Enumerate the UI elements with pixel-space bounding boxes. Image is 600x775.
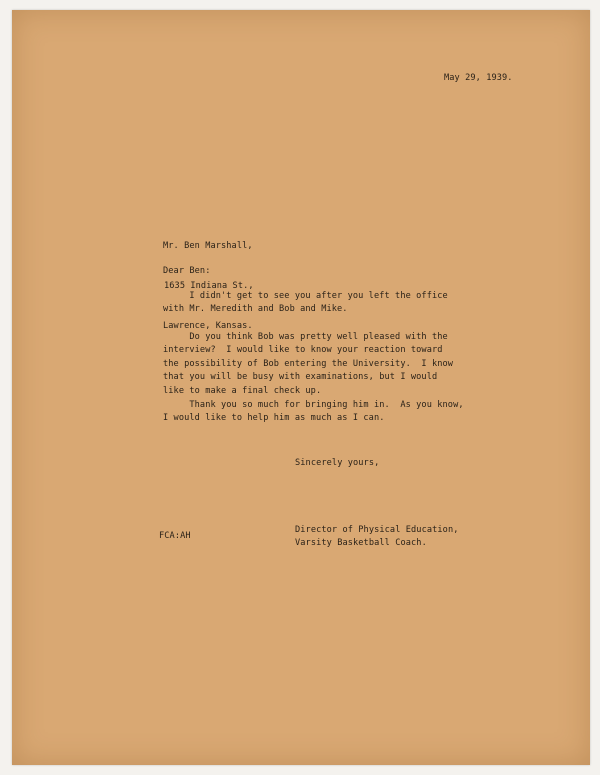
paragraph-line: I didn't get to see you after you left the office — [163, 291, 448, 301]
paragraph-line: that you will be busy with examinations, but I would — [163, 372, 438, 383]
paragraph-line: the possibility of Bob entering the University. I know — [163, 358, 454, 369]
typist-initials: FCA:AH — [159, 531, 191, 541]
salutation: Dear Ben: — [163, 266, 211, 276]
paragraph-3 — [163, 399, 464, 426]
signature-block — [295, 524, 459, 551]
paragraph-line: I would like to help him as much as I can. — [163, 413, 385, 424]
paragraph-2 — [163, 331, 453, 398]
signature-title-1: Director of Physical Education, — [295, 525, 459, 535]
address-line-street: 1635 Indiana St., — [164, 281, 254, 292]
letter-date: May 29, 1939. — [444, 73, 513, 83]
paragraph-line: Thank you so much for bringing him in. As you know, — [163, 400, 464, 410]
letter-page — [12, 10, 590, 765]
paragraph-line: with Mr. Meredith and Bob and Mike. — [163, 304, 348, 315]
signature-title-2: Varsity Basketball Coach. — [295, 538, 427, 549]
paragraph-1 — [163, 290, 448, 317]
paragraph-line: interview? I would like to know your reaction toward — [163, 345, 443, 356]
address-line-city: Lawrence, Kansas. — [163, 321, 253, 332]
paragraph-line: Do you think Bob was pretty well pleased with the — [163, 332, 448, 342]
paragraph-line: like to make a final check up. — [163, 385, 322, 396]
closing: Sincerely yours, — [295, 458, 380, 468]
address-line-name: Mr. Ben Marshall, — [163, 240, 253, 251]
